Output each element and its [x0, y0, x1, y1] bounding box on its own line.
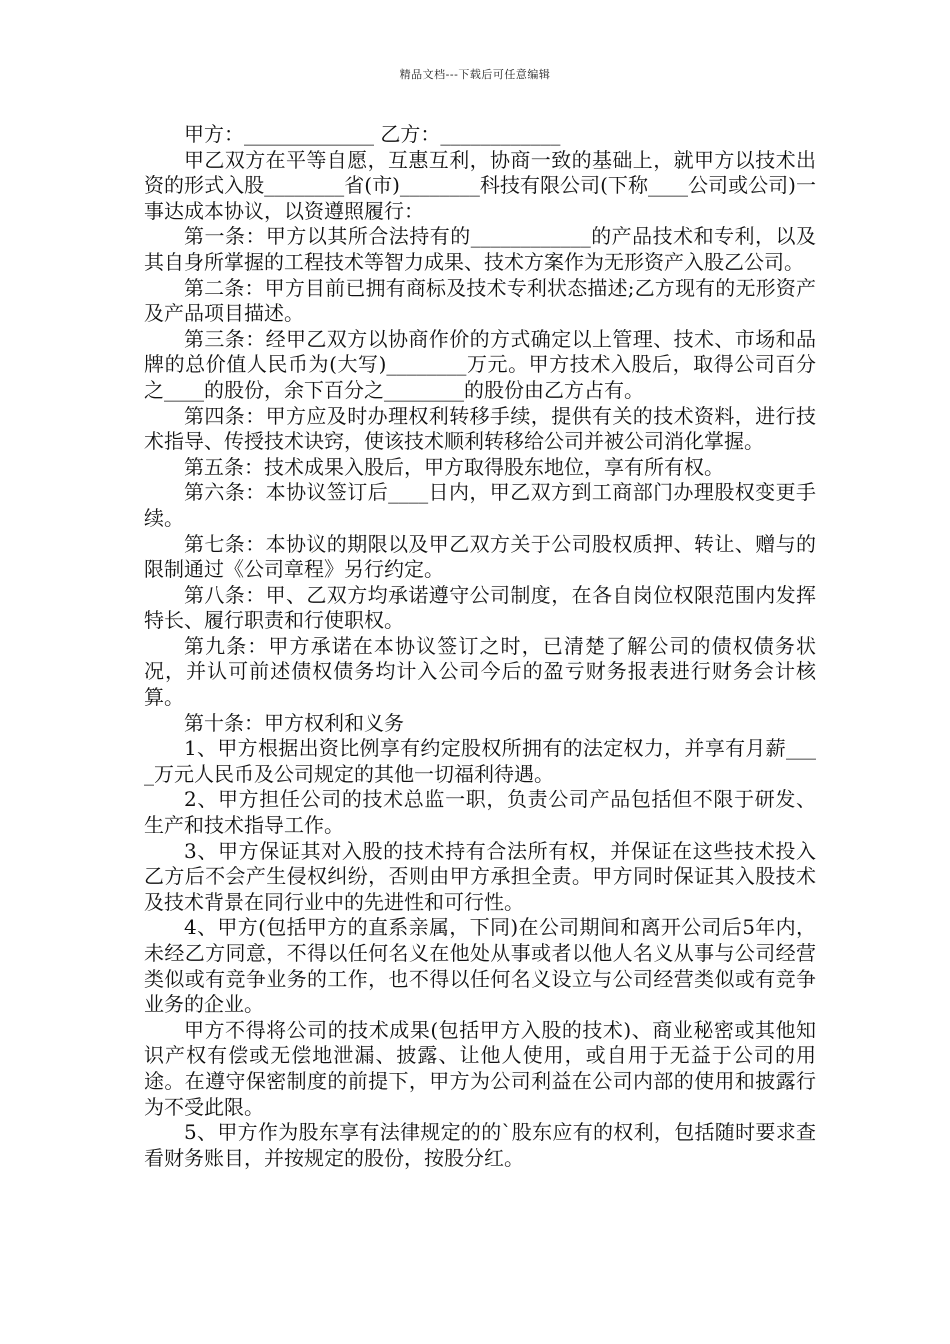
article-4: 第四条：甲方应及时办理权利转移手续，提供有关的技术资料，进行技术指导、传授技术诀窍，使该技术顺利转移给公司并被公司消化掌握。: [144, 403, 816, 454]
clause-1: 1、甲方根据出资比例享有约定股权所拥有的法定权力，并享有月薪____万元人民币及公司规定的其他一切福利待遇。: [144, 736, 816, 786]
clause-4: 4、甲方(包括甲方的直系亲属，下同)在公司期间和离开公司后5年内，未经乙方同意，不得以任何名义在他处从事或者以他人名义从事与公司经营类似或有竞争业务的工作，也不得以任何名义设立与公司经营类似或有竞争业务的企业。: [144, 915, 816, 1017]
clause-5: 5、甲方作为股东享有法律规定的的`股东应有的权利，包括随时要求查看财务账目，并按规定的股份，按股分红。: [144, 1120, 816, 1170]
article-9: 第九条：甲方承诺在本协议签订之时，已清楚了解公司的债权债务状况，并认可前述债权债务均计入公司今后的盈亏财务报表进行财务会计核算。: [144, 633, 816, 710]
clause-2: 2、甲方担任公司的技术总监一职，负责公司产品包括但不限于研发、生产和技术指导工作。: [144, 787, 816, 838]
party-line: 甲方：_____________ 乙方：____________: [184, 122, 561, 146]
article-2: 第二条：甲方目前已拥有商标及技术专利状态描述;乙方现有的无形资产及产品项目描述。: [144, 275, 816, 326]
article-1: 第一条：甲方以其所合法持有的____________的产品技术和专利，以及其自身所掌握的工程技术等智力成果、技术方案作为无形资产入股乙公司。: [144, 224, 816, 274]
article-3: 第三条：经甲乙双方以协商作价的方式确定以上管理、技术、市场和品牌的总价值人民币为(大写)________万元。甲方技术入股后，取得公司百分之____的股份，余下百分之________的股份由乙方占有。: [144, 326, 816, 402]
preamble-paragraph: 甲乙双方在平等自愿，互惠互利，协商一致的基础上，就甲方以技术出资的形式入股________省(市)________科技有限公司(下称____公司或公司)一事达成本协议，以资遵照履行：: [144, 147, 816, 223]
article-6: 第六条：本协议签订后____日内，甲乙双方到工商部门办理股权变更手续。: [144, 480, 816, 530]
document-body: [144, 122, 816, 1171]
article-5: 第五条：技术成果入股后，甲方取得股东地位，享有所有权。: [184, 454, 724, 479]
clause-3: 3、甲方保证其对入股的技术持有合法所有权，并保证在这些技术投入乙方后不会产生侵权纠纷，否则由甲方承担全责。甲方同时保证其入股技术及技术背景在同行业中的先进性和可行性。: [144, 838, 816, 914]
page-header: 精品文档---下载后可任意编辑: [399, 68, 551, 81]
article-8: 第八条：甲、乙双方均承诺遵守公司制度，在各自岗位权限范围内发挥特长、履行职责和行使职权。: [144, 582, 816, 633]
article-7: 第七条：本协议的期限以及甲乙双方关于公司股权质押、转让、赠与的限制通过《公司章程》另行约定。: [144, 531, 816, 582]
article-10-heading: 第十条：甲方权利和义务: [184, 710, 404, 735]
clause-4-confidentiality: 甲方不得将公司的技术成果(包括甲方入股的技术)、商业秘密或其他知识产权有偿或无偿地泄漏、披露、让他人使用，或自用于无益于公司的用途。在遵守保密制度的前提下，甲方为公司利益在公司内部的使用和披露行为不受此限。: [144, 1017, 816, 1119]
